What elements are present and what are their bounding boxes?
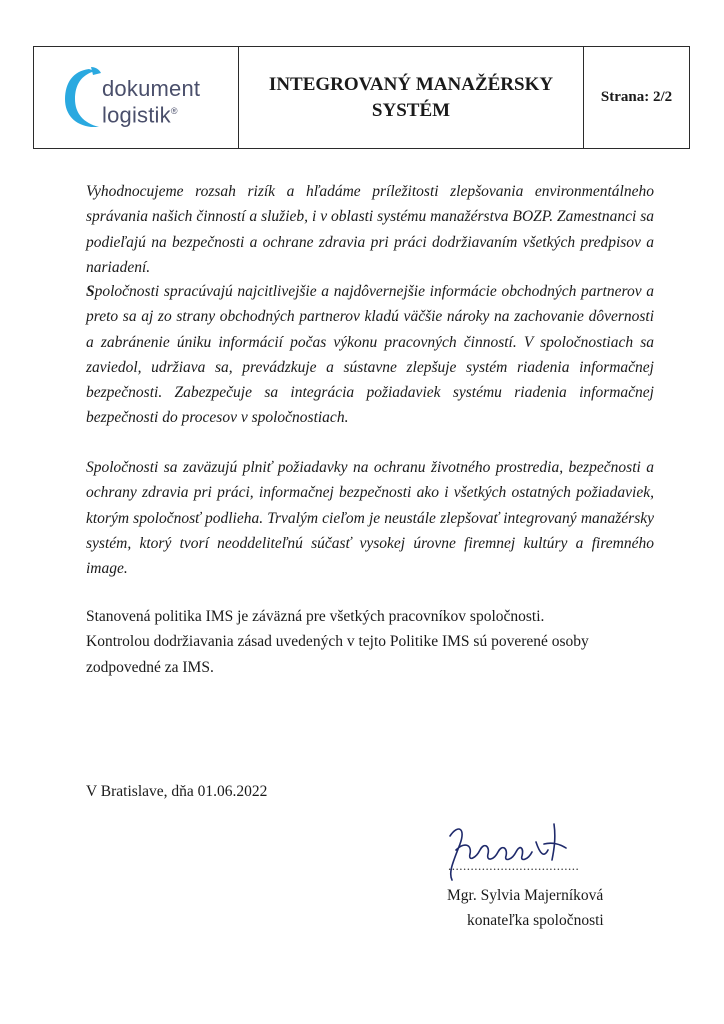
paragraph-information-security-body: poločnosti spracúvajú najcitlivejšie a najdôvernejšie informácie obchodných partnerov a preto sa aj zo strany obchodných partnerov kladú väčšie nároky na zachovanie dôvernosti a zabránenie úniku informácií počas výkonu pracovných činností. V spoločnostiach sa zaviedol, udržiava sa, prevádzkuje a sústavne zlepšuje systém riadenia informačnej bezpečnosti. Zabezpečuje sa integrácia požiadaviek systému riadenia informačnej bezpečnosti do procesov v spoločnostiach. (86, 283, 654, 427)
paragraph-commitment-text: Spoločnosti sa zaväzujú plniť požiadavky na ochranu životného prostredia, bezpečnosti a ochrany zdravia pri práci, informačnej bezpečnosti ako i všetkých ostatných požiadaviek, ktorým spoločnosť podlieha. Trvalým cieľom je neustále zlepšovať integrovaný manažérsky systém, ktorý tvorí neoddeliteľnú súčasť vysokej úrovne firemnej kultúry a firemného image. (86, 459, 654, 578)
date-place: V Bratislave, dňa 01.06.2022 (86, 783, 268, 800)
company-logo (61, 63, 211, 133)
paragraph-initial-letter: S (86, 283, 95, 300)
document-title-line1: INTEGROVANÝ MANAŽÉRSKY (268, 73, 554, 95)
paragraph-environment (86, 179, 654, 280)
ims-statement-binding: Stanovená politika IMS je záväzná pre všetkých pracovníkov spoločnosti. (86, 608, 545, 625)
ims-statements (86, 604, 654, 680)
paragraph-information-security (86, 279, 654, 431)
page-number: Strana: 2/2 (600, 89, 673, 105)
paragraph-information-security-text (86, 279, 654, 431)
document-header (33, 46, 690, 149)
paragraph-environment-text: Vyhodnocujeme rozsah rizík a hľadáme príležitosti zlepšovania environmentálneho správania našich činností a služieb, i v oblasti systému manažérstva BOZP. Zamestnanci sa podieľajú na bezpečnosti a ochrane zdravia pri práci dodržiavaním všetkých predpisov a nariadení. (86, 183, 654, 276)
logo-mark-icon (61, 63, 105, 133)
logo-cell (34, 47, 239, 148)
logo-registered-mark: ® (170, 105, 178, 116)
signer-name: Mgr. Sylvia Majerníková (447, 887, 604, 904)
signature-line: ................................... (448, 858, 580, 873)
paragraph-commitment (86, 455, 654, 581)
ims-statement-control: Kontrolou dodržiavania zásad uvedených v tejto Politike IMS sú poverené osoby zodpovedné za IMS. (86, 633, 589, 676)
document-title-line2: SYSTÉM (371, 99, 451, 121)
logo-text-line2: logistik® (102, 101, 178, 127)
page-number-cell (584, 47, 689, 148)
logo-text-line1: dokument (102, 75, 201, 101)
document-title-cell (239, 47, 584, 148)
signer-role: konateľka spoločnosti (467, 912, 604, 929)
document-title (269, 72, 553, 124)
